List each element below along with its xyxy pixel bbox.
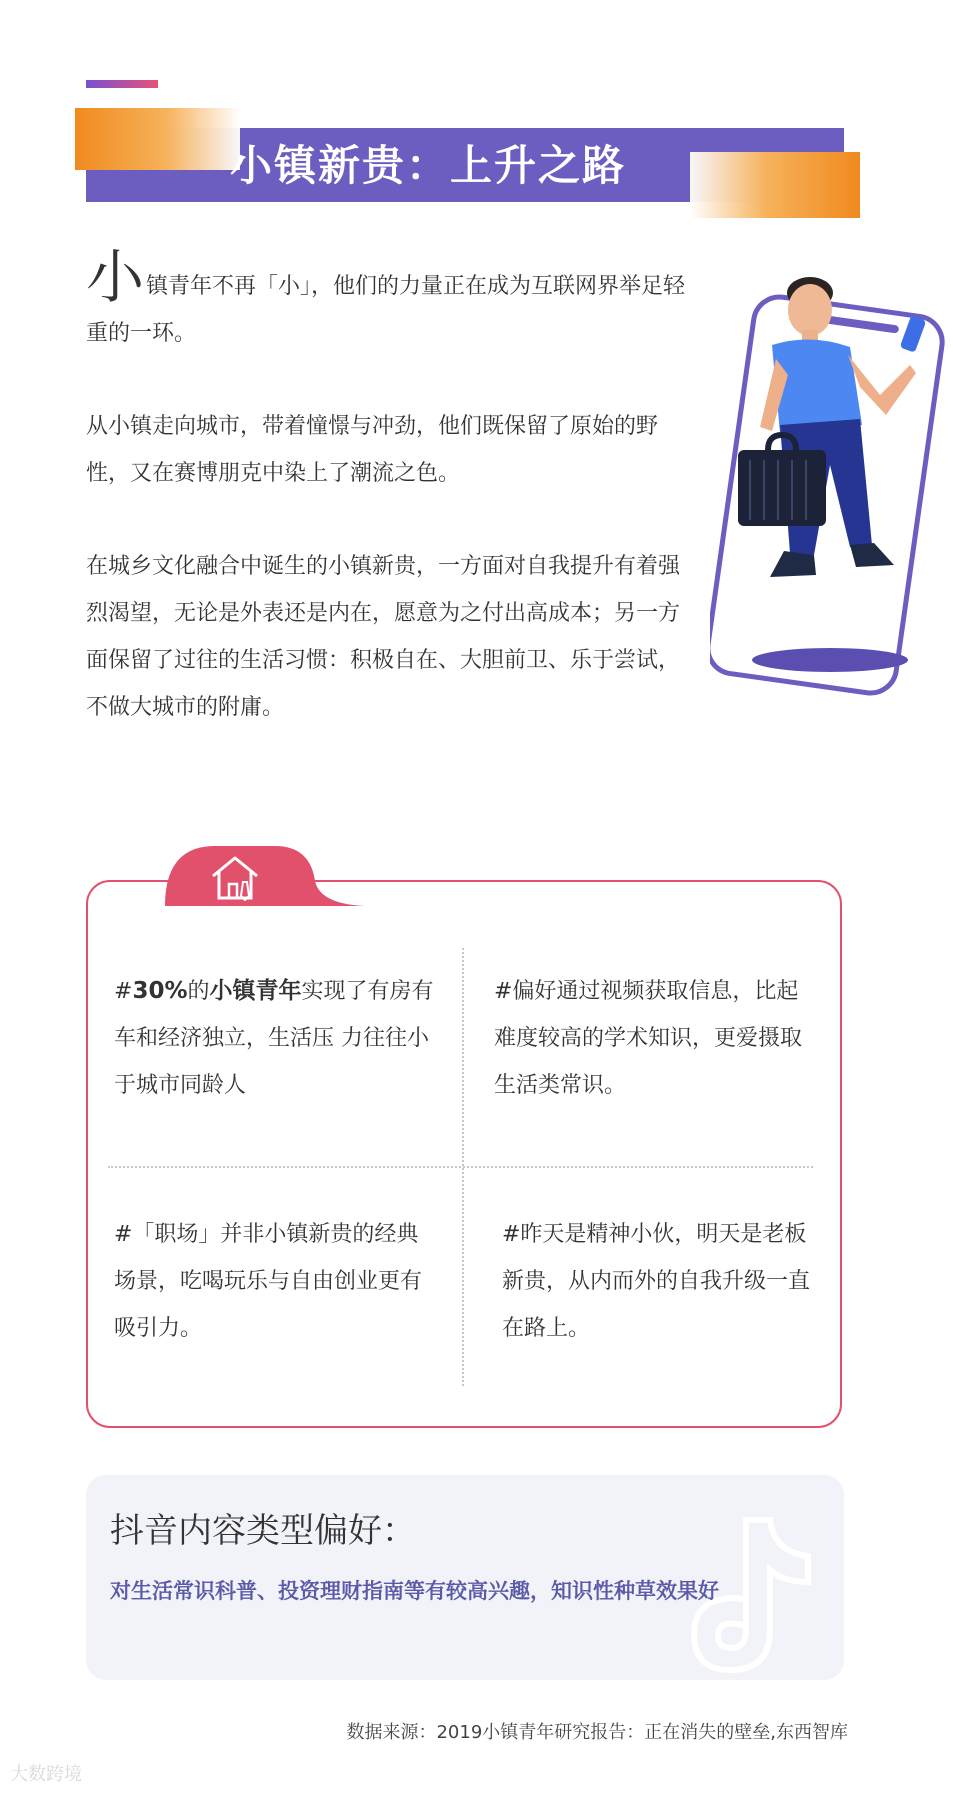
intro-paragraph-1-text: 镇青年不再「小」，他们的力量正在成为互联网界举足轻重的一环。 [86, 274, 686, 346]
briefcase-shape [738, 450, 826, 526]
figure-shadow-shape [752, 648, 908, 672]
fact-cell-1-mid: 的 [187, 979, 210, 1004]
intro-paragraph-3: 在城乡文化融合中诞生的小镇新贵，一方面对自我提升有着强烈渴望，无论是外表还是内在，愿意为之付出高成本；另一方面保留了过往的生活习惯：积极自在、大胆前卫、乐于尝试，不做大城市的附庸。 [86, 554, 681, 720]
figure-right-shoe-shape [850, 543, 894, 567]
preference-card-body: 对生活常识科普、投资理财指南等有较高兴趣，知识性种草效果好 [110, 1579, 719, 1603]
intro-paragraph-1 [86, 243, 686, 357]
handheld-phone-shape [900, 315, 927, 352]
figure-head-shape [788, 284, 832, 336]
page-title: 小镇新贵：上升之路 [230, 141, 627, 190]
intro-paragraph-2: 从小镇走向城市，带着憧憬与冲劲，他们既保留了原始的野性，又在赛博朋克中染上了潮流之色。 [86, 414, 659, 486]
intro-text [86, 243, 686, 777]
facts-horizontal-divider [108, 1166, 813, 1168]
title-orange-accent-left [75, 108, 240, 170]
figure-shirt-shape [772, 339, 862, 433]
facts-box-tab [165, 846, 425, 906]
header-accent-bar [86, 80, 158, 88]
fact-cell-1-hash: # [114, 979, 133, 1004]
data-source: 数据来源：2019小镇青年研究报告：正在消失的壁垒,东西智库 [346, 1722, 848, 1743]
fact-cell-1-group: 小镇青年 [209, 978, 302, 1004]
fact-cell-1-text: 实现了有房有车和经济独立，生活压 力往往小于城市同龄人 [114, 979, 434, 1098]
preference-card-title: 抖音内容类型偏好： [110, 1511, 416, 1551]
house-tie-icon [207, 852, 263, 902]
brand-watermark: 大数跨境 [10, 1764, 82, 1785]
figure-left-shoe-shape [770, 551, 816, 577]
man-with-briefcase-illustration [710, 275, 950, 705]
fact-cell-1-percent: 30% [132, 978, 188, 1004]
fact-cell-3: #「职场」并非小镇新贵的经典场景，吃喝玩乐与自由创业更有吸引力。 [114, 1222, 423, 1341]
drop-cap: 小 [86, 243, 145, 311]
fact-cell-2: #偏好通过视频获取信息，比起难度较高的学术知识，更爱摄取生活类常识。 [494, 979, 803, 1098]
fact-cell-1 [114, 968, 434, 1109]
title-orange-accent-right [690, 152, 860, 218]
fact-cell-4: #昨天是精神小伙，明天是老板新贵，从内而外的自我升级一直在路上。 [502, 1222, 811, 1341]
